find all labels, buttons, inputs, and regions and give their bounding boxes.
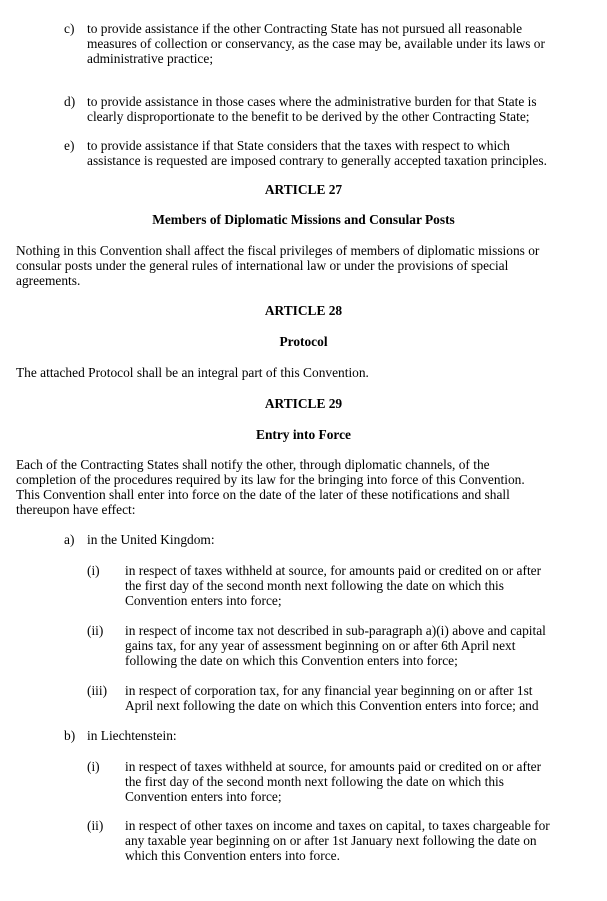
subparagraph-label: b) <box>64 728 76 743</box>
subparagraph-text: in the United Kingdom: <box>87 532 215 547</box>
clause-label: d) <box>64 94 76 109</box>
item-label: (i) <box>87 563 100 578</box>
article-29-number: ARTICLE 29 <box>264 396 343 411</box>
clause-text: to provide assistance if the other Contracting State has not pursued all reasonable measures of collection or conservancy, as the case may be, available under its laws or administrative practice; <box>87 21 545 66</box>
article-28-title: Protocol <box>279 334 328 349</box>
item-label: (iii) <box>87 683 108 698</box>
article-27-title: Members of Diplomatic Missions and Consular Posts <box>152 212 455 227</box>
article-27-body: Nothing in this Convention shall affect the fiscal privileges of members of diplomatic missions or consular posts under the general rules of international law or under the provisions of special agreements. <box>16 243 540 288</box>
article-28-number: ARTICLE 28 <box>264 303 343 318</box>
item-text: in respect of income tax not described in sub-paragraph a)(i) above and capital gains tax, for any year of assessment beginning on or after 6th April next following the date on which this Convention enters into force; <box>125 623 546 668</box>
clause-label: c) <box>64 21 75 36</box>
clause-text: to provide assistance in those cases where the administrative burden for that State is clearly disproportionate to the benefit to be derived by the other Contracting State; <box>87 94 537 124</box>
article-29-body: Each of the Contracting States shall notify the other, through diplomatic channels, of the completion of the procedures required by its law for the bringing into force of this Convention. This Convention shall enter into force on the date of the later of these notifications and shall thereupon have effect: <box>16 457 525 517</box>
article-28-body: The attached Protocol shall be an integral part of this Convention. <box>16 365 369 380</box>
article-27-number: ARTICLE 27 <box>264 182 343 197</box>
item-text: in respect of corporation tax, for any financial year beginning on or after 1st April next following the date on which this Convention enters into force; and <box>125 683 539 713</box>
item-label: (i) <box>87 759 100 774</box>
subparagraph-text: in Liechtenstein: <box>87 728 177 743</box>
subparagraph-label: a) <box>64 532 75 547</box>
article-29-title: Entry into Force <box>256 427 351 442</box>
clause-text: to provide assistance if that State considers that the taxes with respect to which assistance is requested are imposed contrary to generally accepted taxation principles. <box>87 138 547 168</box>
item-label: (ii) <box>87 623 104 638</box>
item-text: in respect of taxes withheld at source, for amounts paid or credited on or after the first day of the second month next following the date on which this Convention enters into force; <box>125 759 542 804</box>
item-text: in respect of other taxes on income and taxes on capital, to taxes chargeable for any taxable year beginning on or after 1st January next following the date on which this Convention enters into force. <box>125 818 550 863</box>
item-label: (ii) <box>87 818 104 833</box>
clause-label: e) <box>64 138 75 153</box>
item-text: in respect of taxes withheld at source, for amounts paid or credited on or after the first day of the second month next following the date on which this Convention enters into force; <box>125 563 542 608</box>
